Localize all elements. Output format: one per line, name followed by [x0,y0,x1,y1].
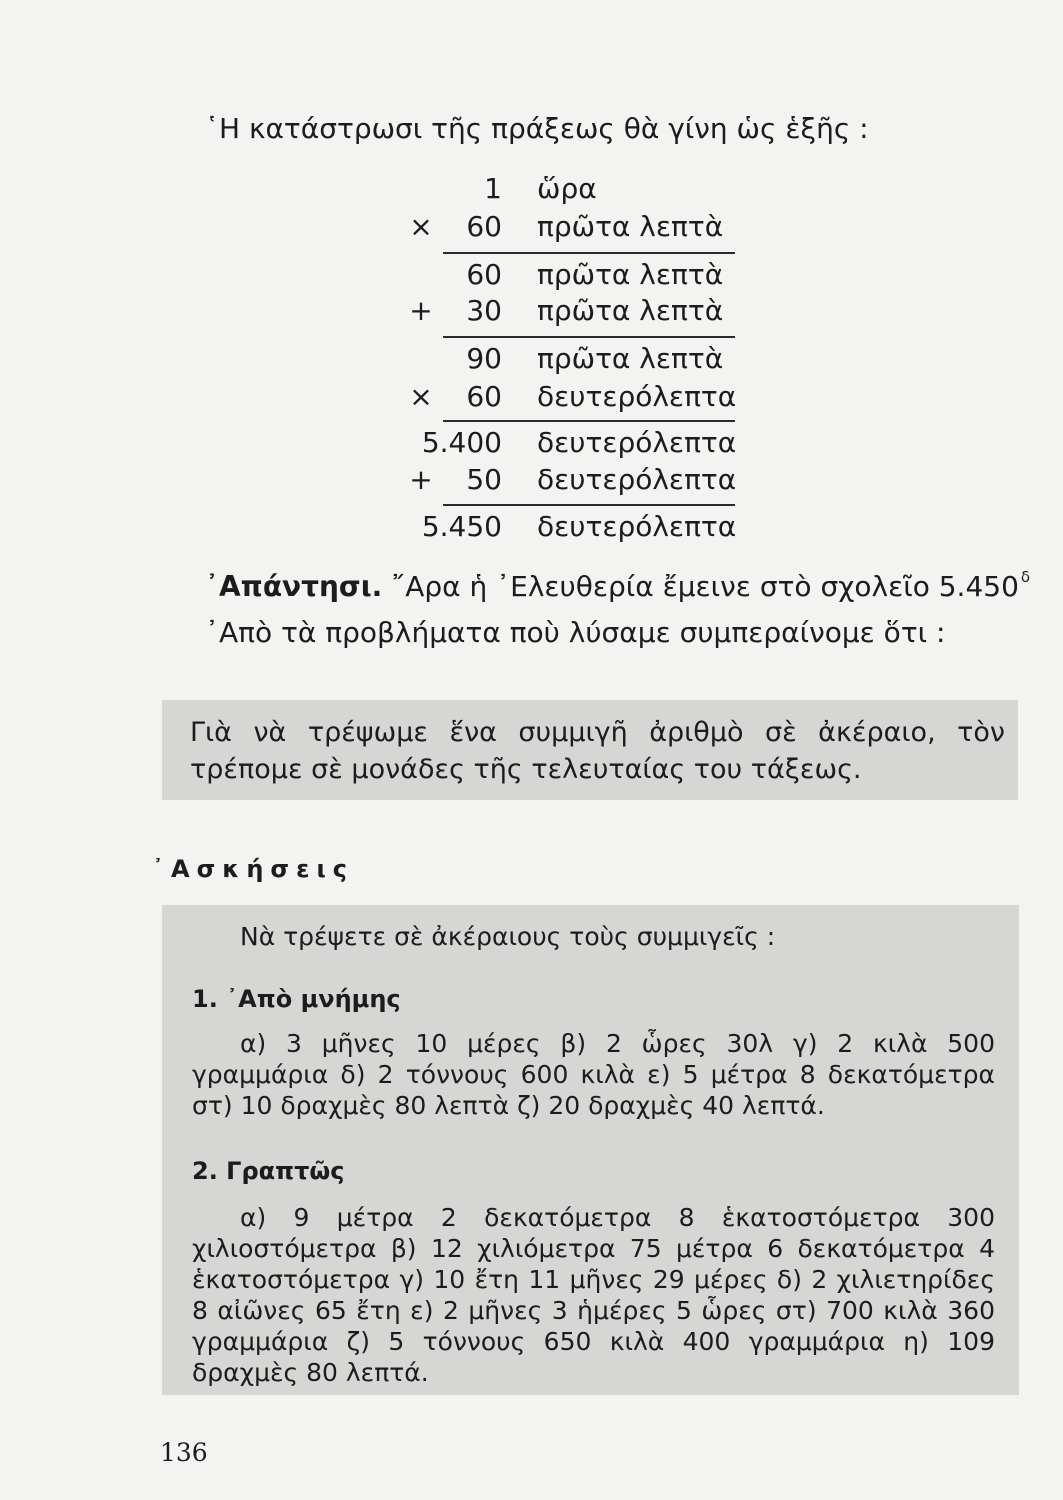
answer-superscript: δ [1020,568,1031,586]
calc-unit: δευτερόλεπτα [537,426,737,459]
calc-operator: × [409,380,433,413]
exercises-instruction: Νὰ τρέψετε σὲ ἀκέραιους τοὺς συμμιγεῖς : [240,922,776,951]
calc-row [400,342,730,378]
calc-unit: πρῶτα λεπτὰ [537,342,724,375]
answer-line [205,570,1030,603]
calc-number: 60 [466,210,502,243]
calc-row [400,510,737,546]
calc-row [400,426,737,462]
calc-rule [443,420,735,422]
calc-unit: πρῶτα λεπτὰ [537,258,724,291]
calc-operator: + [409,463,433,496]
calc-number: 60 [466,380,502,413]
calc-number: 30 [466,294,502,327]
section-title-written: 2. Γραπτῶς [192,1157,345,1185]
calc-number: 60 [466,258,502,291]
calc-number: 90 [466,342,502,375]
conclusion-text: ᾿Απὸ τὰ προβλήματα ποὺ λύσαμε συμπεραίνομε ὅτι : [205,616,946,649]
calc-number: 1 [484,172,502,205]
calc-unit: πρῶτα λεπτὰ [537,210,724,243]
calc-number: 5.400 [421,426,502,459]
calc-row [400,172,730,208]
calc-row [400,210,730,246]
calc-rule [443,336,735,338]
calc-row [400,258,730,294]
calc-row [400,380,737,416]
section-body-written: α) 9 μέτρα 2 δεκατόμετρα 8 ἑκατοστόμετρα 300 χιλιοστόμετρα β) 12 χιλιόμετρα 75 μέτρα 6 δεκατόμετρα 4 ἑκατοστόμετρα γ) 10 ἔτη 11 μῆνες 29 μέρες δ) 2 χιλιετηρίδες 8 αἰῶνες 65 ἔτη ε) 2 μῆνες 3 ἡμέρες 5 ὧρες στ) 700 κιλὰ 360 γραμμάρια ζ) 5 τόννους 650 κιλὰ 400 γραμμάρια η) 109 δραχμὲς 80 λεπτά. [192,1203,995,1387]
section-title-memory: 1. ᾿Απὸ μνήμης [192,985,401,1013]
calc-operator: × [409,210,433,243]
calc-number: 5.450 [421,510,502,543]
calc-row [400,463,737,499]
calc-operator: + [409,294,433,327]
calc-number: 50 [466,463,502,496]
calc-unit: δευτερόλεπτα [537,510,737,543]
calc-rule [443,252,735,254]
page-number: 136 [160,1438,208,1467]
calc-unit: δευτερόλεπτα [537,463,737,496]
calc-rule [443,504,735,506]
exercises-heading: ᾿Ασκήσεις [152,855,355,883]
intro-text: ῾Η κατάστρωσι τῆς πράξεως θὰ γίνη ὡς ἑξῆς : [205,112,869,145]
calc-unit: δευτερόλεπτα [537,380,737,413]
answer-label: ᾿Απάντησι. [205,570,383,603]
calc-unit: ὥρα [537,172,597,205]
section-body-memory: α) 3 μῆνες 10 μέρες β) 2 ὧρες 30λ γ) 2 κιλὰ 500 γραμμάρια δ) 2 τόννους 600 κιλὰ ε) 5 μέτρα 8 δεκατόμετρα στ) 10 δραχμὲς 80 λεπτὰ ζ) 20 δραχμὲς 40 λεπτά. [192,1029,995,1120]
answer-text: ῎Αρα ἡ ᾿Ελευθερία ἔμεινε στὸ σχολεῖο 5.450 [382,570,1019,603]
calc-unit: πρῶτα λεπτὰ [537,294,724,327]
calc-row [400,294,730,330]
rule-box-text: Γιὰ νὰ τρέψωμε ἕνα συμμιγῆ ἀριθμὸ σὲ ἀκέραιο, τὸν τρέπομε σὲ μονάδες τῆς τελευταίας του τάξεως. [190,717,1005,785]
